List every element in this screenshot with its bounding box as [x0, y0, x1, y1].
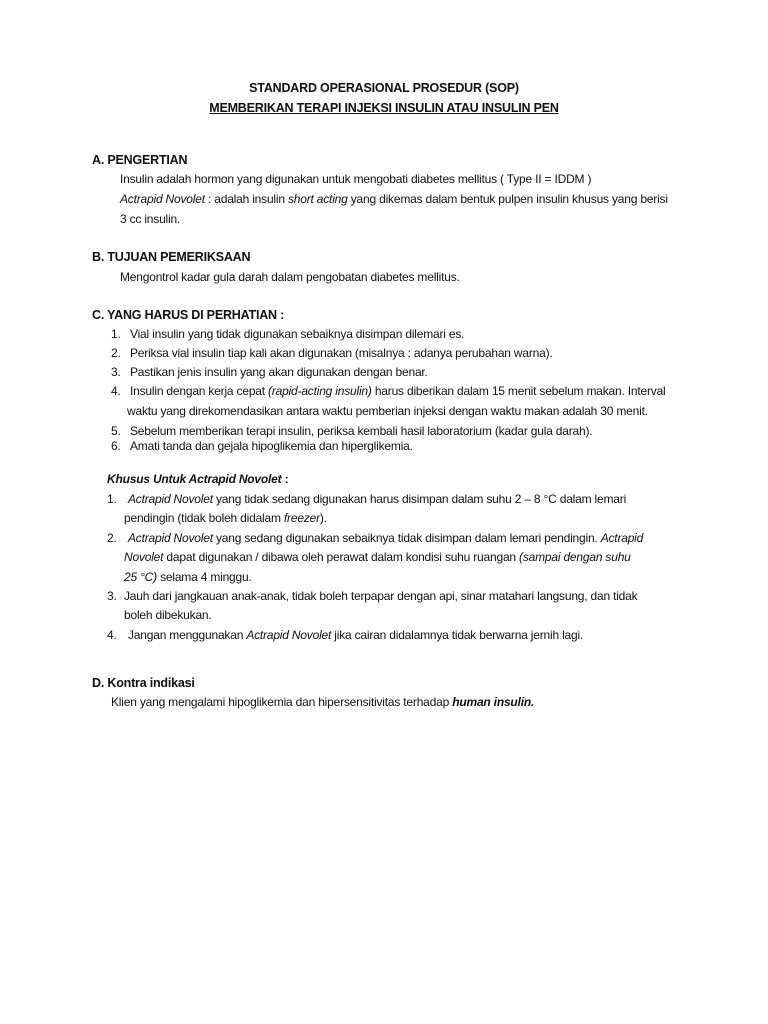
section-a-line-2-text-2: yang dikemas dalam bentuk pulpen insulin khusus yang berisi — [347, 192, 668, 206]
khusus-item-num: 2. — [107, 531, 117, 545]
list-item-num: 5. — [111, 424, 121, 438]
khusus-item-num: 1. — [107, 492, 117, 506]
khusus-item — [128, 492, 626, 506]
khusus-item-text: yang sedang digunakan sebaiknya tidak disimpan dalam lemari pendingin. — [212, 531, 601, 545]
list-item-text-a: Insulin dengan kerja cepat — [130, 384, 269, 398]
khusus-item-text: yang tidak sedang digunakan harus disimpan dalam suhu 2 – 8 °C dalam lemari — [212, 492, 627, 506]
khusus-item-text-a: Jangan menggunakan — [128, 628, 247, 642]
section-a-line-2 — [120, 192, 668, 206]
khusus-item: Jauh dari jangkauan anak-anak, tidak boleh terpapar dengan api, sinar matahari langsung, dan tidak — [124, 589, 638, 603]
khusus-cont-a: pendingin (tidak boleh didalam — [124, 511, 284, 525]
actrapid-term-end: Actrapid — [600, 531, 644, 545]
list-item: Periksa vial insulin tiap kali akan digunakan (misalnya : adanya perubahan warna). — [130, 346, 553, 360]
freezer-term: freezer — [283, 511, 320, 525]
khusus-item-continuation — [124, 550, 631, 564]
title-line-1: STANDARD OPERASIONAL PROSEDUR (SOP) — [249, 81, 519, 95]
list-item-num: 3. — [111, 365, 121, 379]
section-a-line-2-text-1: : adalah insulin — [204, 192, 288, 206]
section-d-text: Klien yang mengalami hipoglikemia dan hipersensitivitas terhadap — [111, 695, 453, 709]
khusus-item — [128, 531, 643, 545]
suhu-value: 25 °C) — [124, 570, 157, 584]
section-c-heading: C. YANG HARUS DI PERHATIAN : — [92, 308, 285, 322]
khusus-heading-text: Khusus Untuk Actrapid Novolet — [107, 472, 282, 486]
khusus-item-text-b: jika cairan didalamnya tidak berwarna jernih lagi. — [331, 628, 584, 642]
title-line-2 — [0, 101, 768, 115]
actrapid-term: Actrapid Novolet — [120, 192, 205, 206]
khusus-item — [128, 628, 583, 642]
actrapid-term: Actrapid Novolet — [128, 492, 213, 506]
list-item-num: 6. — [111, 439, 121, 453]
khusus-item-num: 4. — [107, 628, 117, 642]
section-d-heading: D. Kontra indikasi — [92, 676, 195, 690]
list-item-num: 1. — [111, 327, 121, 341]
human-insulin-term: human insulin. — [452, 695, 535, 709]
section-b-heading: B. TUJUAN PEMERIKSAAN — [92, 250, 251, 264]
novolet-term: Novolet — [124, 550, 164, 564]
list-item: Amati tanda dan gejala hipoglikemia dan hiperglikemia. — [130, 439, 413, 453]
list-item-num: 4. — [111, 384, 121, 398]
khusus-item-continuation: boleh dibekukan. — [124, 608, 212, 622]
list-item-continuation: waktu yang direkomendasikan antara waktu pemberian injeksi dengan waktu makan adalah 30 menit. — [127, 404, 648, 418]
sampai-suhu-text: (sampai dengan suhu — [519, 550, 631, 564]
section-a-line-3: 3 cc insulin. — [120, 212, 181, 226]
khusus-item-num: 3. — [107, 589, 117, 603]
list-item-text-b: harus diberikan dalam 15 menit sebelum makan. Interval — [371, 384, 666, 398]
khusus-item-continuation — [124, 511, 327, 525]
section-a-line-1: Insulin adalah hormon yang digunakan untuk mengobati diabetes mellitus ( Type II = IDDM ) — [120, 172, 592, 186]
list-item: Sebelum memberikan terapi insulin, periksa kembali hasil laboratorium (kadar gula darah). — [130, 424, 593, 438]
khusus-cont-b: ). — [319, 511, 327, 525]
khusus-cont-text: dapat digunakan / dibawa oleh perawat dalam kondisi suhu ruangan — [163, 550, 520, 564]
list-item — [130, 384, 666, 398]
rapid-acting-term: (rapid-acting insulin) — [268, 384, 372, 398]
section-d-line-1 — [111, 695, 534, 709]
list-item: Vial insulin yang tidak digunakan sebaiknya disimpan dilemari es. — [130, 327, 465, 341]
khusus-cont-text: selama 4 minggu. — [156, 570, 252, 584]
list-item: Pastikan jenis insulin yang akan digunakan dengan benar. — [130, 365, 428, 379]
list-item-num: 2. — [111, 346, 121, 360]
short-acting-term: short acting — [287, 192, 348, 206]
section-a-heading: A. PENGERTIAN — [92, 153, 188, 167]
khusus-heading-colon: : — [281, 472, 289, 486]
khusus-heading — [107, 472, 288, 486]
khusus-item-continuation — [124, 570, 252, 584]
title-line-2-text: MEMBERIKAN TERAPI INJEKSI INSULIN ATAU INSULIN PEN — [209, 101, 559, 115]
actrapid-term: Actrapid Novolet — [246, 628, 332, 642]
section-b-line-1: Mengontrol kadar gula darah dalam pengobatan diabetes mellitus. — [120, 270, 460, 284]
actrapid-term: Actrapid Novolet — [128, 531, 213, 545]
